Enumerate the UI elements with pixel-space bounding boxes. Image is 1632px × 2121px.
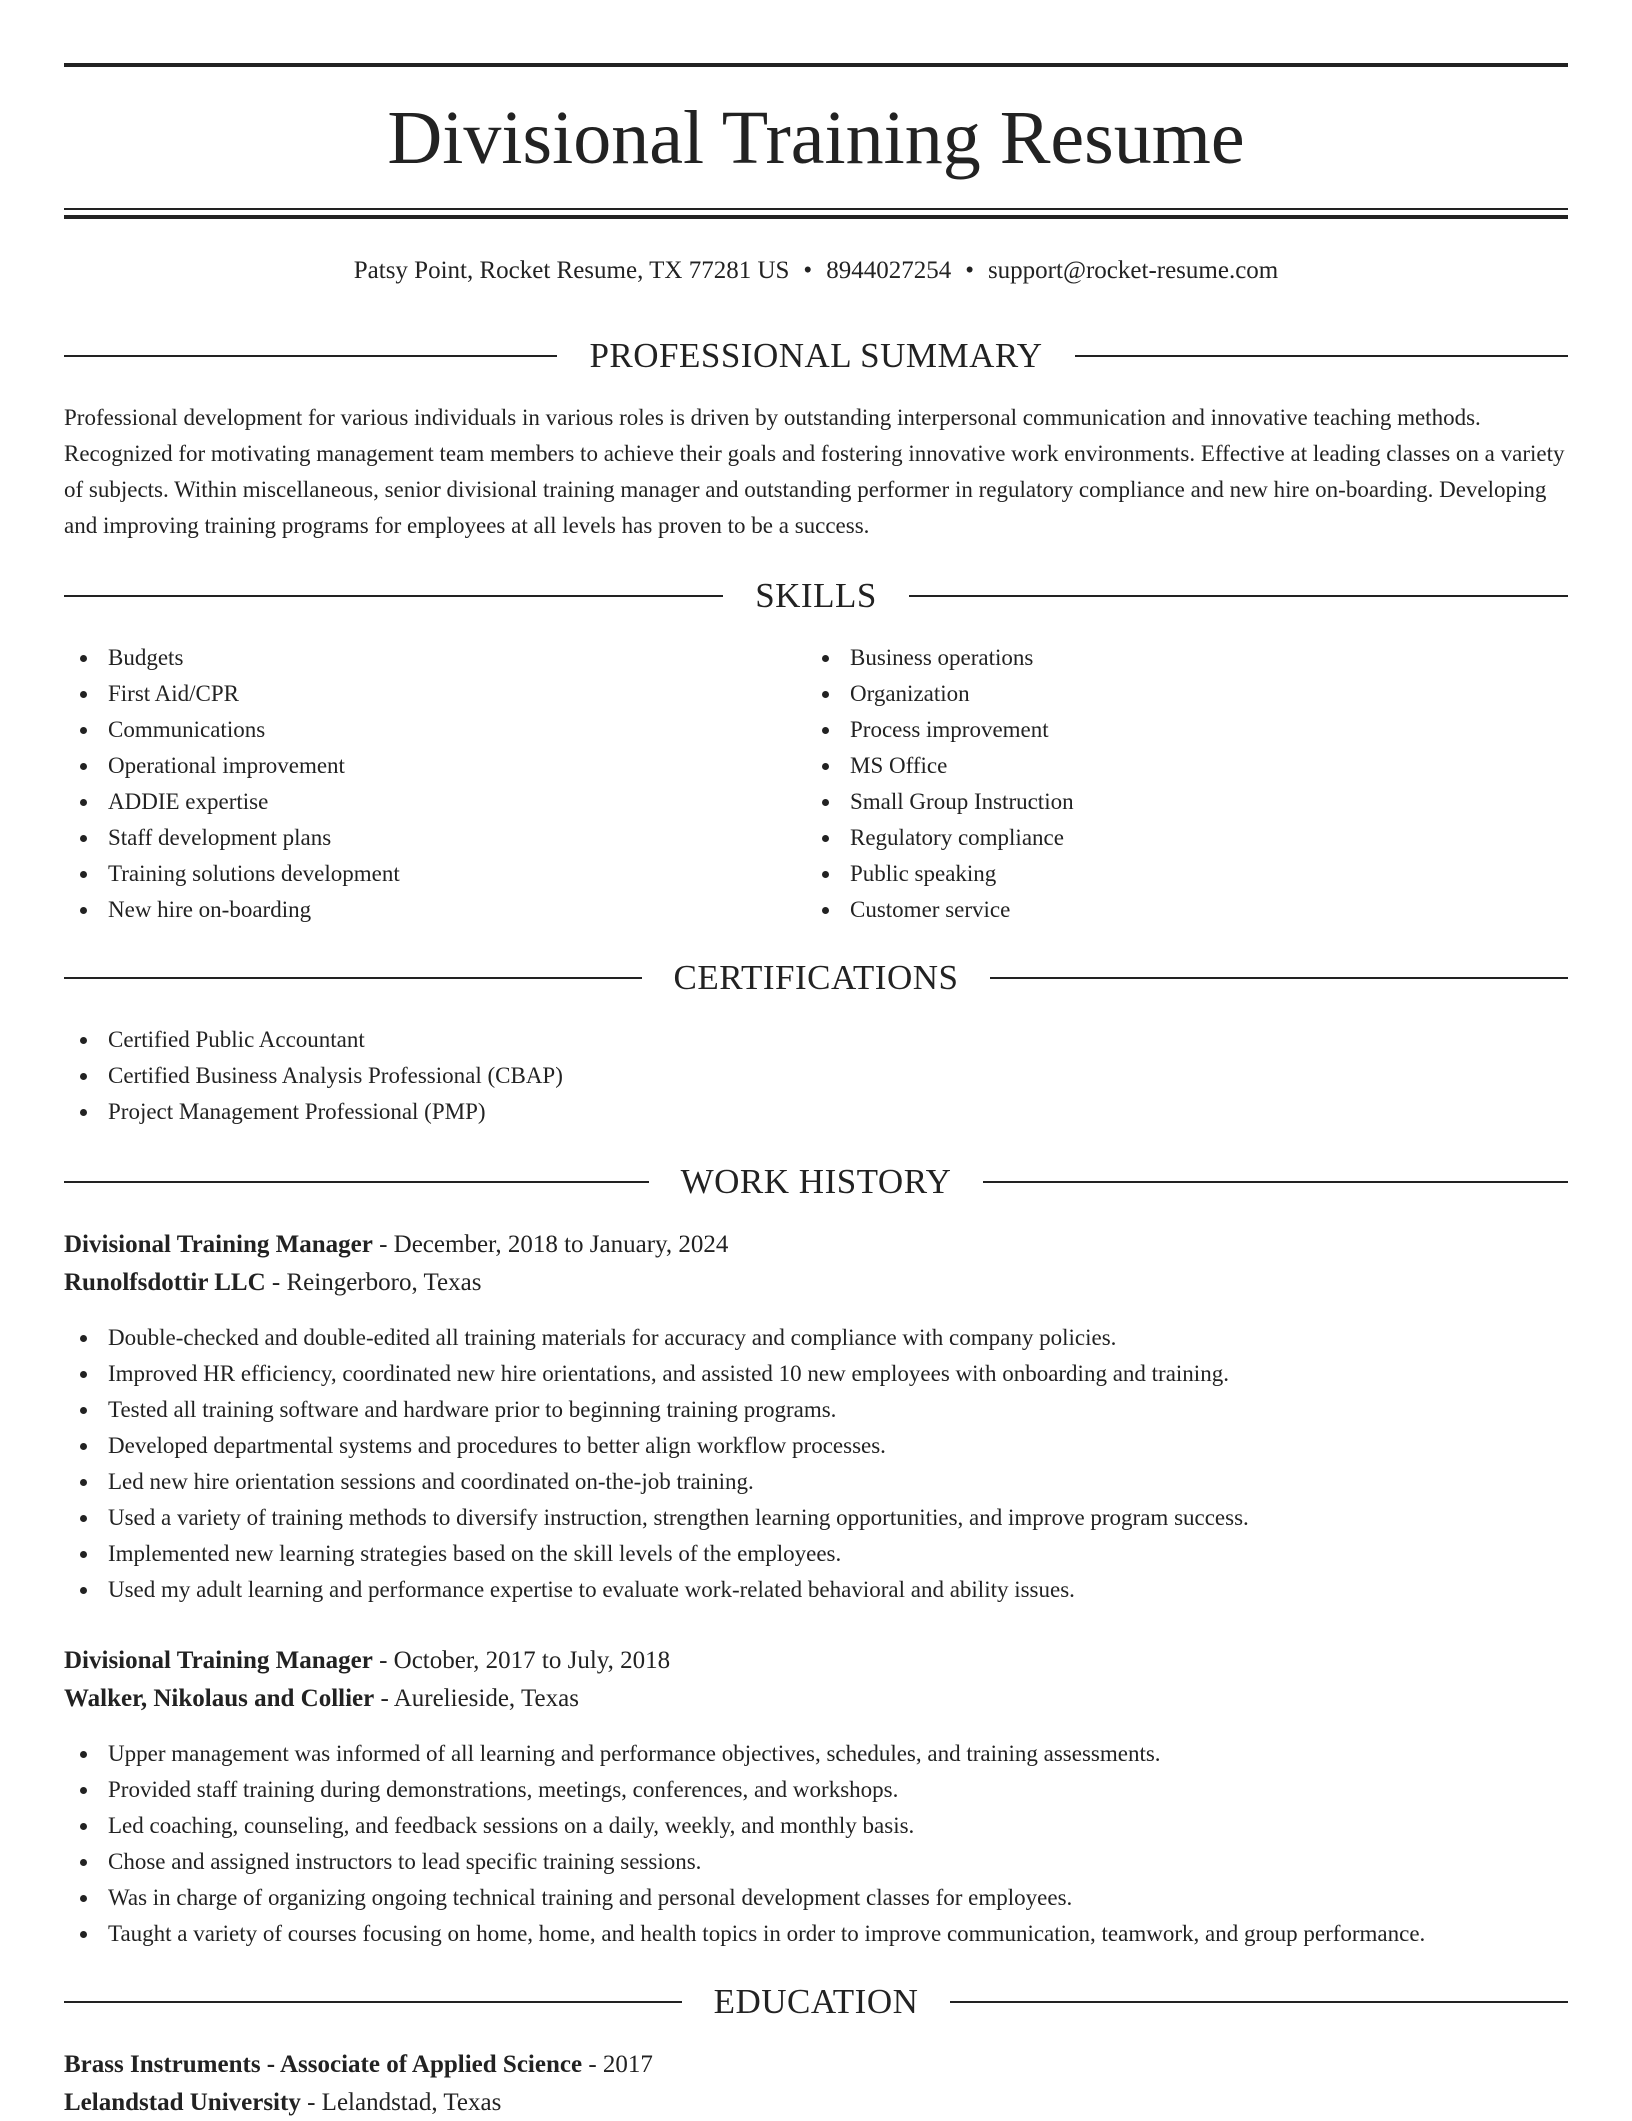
job-dates: - December, 2018 to January, 2024 bbox=[372, 1231, 729, 1258]
job-bullet: Used my adult learning and performance expertise to evaluate work-related behavioral and ability issues. bbox=[64, 1572, 1249, 1608]
skill-item: Staff development plans bbox=[64, 820, 804, 856]
contact-line bbox=[64, 254, 1568, 288]
education-location: - Lelandstad, Texas bbox=[300, 2089, 502, 2116]
title-rule-thick bbox=[64, 215, 1568, 219]
job-bullet: Upper management was informed of all learning and performance objectives, schedules, and training assessments. bbox=[64, 1736, 1425, 1772]
section-title: CERTIFICATIONS bbox=[673, 958, 959, 997]
skill-item: Communications bbox=[64, 712, 804, 748]
job-bullet: Improved HR efficiency, coordinated new hire orientations, and assisted 10 new employees with onboarding and training. bbox=[64, 1356, 1249, 1392]
contact-address: Patsy Point, Rocket Resume, TX 77281 US bbox=[353, 257, 790, 284]
skill-item: MS Office bbox=[806, 748, 1566, 784]
job-title-line bbox=[64, 1643, 670, 1679]
contact-separator: • bbox=[803, 257, 813, 284]
section-title: WORK HISTORY bbox=[680, 1162, 952, 1201]
job-bullet: Taught a variety of courses focusing on home, home, and health topics in order to improve communication, teamwork, and group performance. bbox=[64, 1916, 1425, 1952]
job-bullet: Implemented new learning strategies based on the skill levels of the employees. bbox=[64, 1536, 1249, 1572]
job-bullets bbox=[64, 1320, 1249, 1608]
skill-item: Organization bbox=[806, 676, 1566, 712]
job-title: Divisional Training Manager bbox=[64, 1231, 373, 1258]
heading-rule bbox=[909, 595, 1568, 597]
job-bullet: Used a variety of training methods to diversify instruction, strengthen learning opportunities, and improve program success. bbox=[64, 1500, 1249, 1536]
contact-email: support@rocket-resume.com bbox=[987, 257, 1279, 284]
skill-item: Process improvement bbox=[806, 712, 1566, 748]
certifications-list bbox=[64, 1022, 563, 1130]
section-heading-certifications bbox=[64, 958, 1568, 998]
education-school-line bbox=[64, 2085, 501, 2121]
skills-list-left bbox=[64, 640, 804, 928]
job-title: Divisional Training Manager bbox=[64, 1647, 373, 1674]
title-rule-thin bbox=[64, 208, 1568, 210]
education-school: Lelandstad University bbox=[64, 2089, 301, 2116]
skill-item: Budgets bbox=[64, 640, 804, 676]
skill-item: Operational improvement bbox=[64, 748, 804, 784]
heading-rule bbox=[64, 355, 557, 357]
education-year: - 2017 bbox=[582, 2051, 653, 2078]
heading-rule bbox=[1075, 355, 1568, 357]
job-bullet: Developed departmental systems and procedures to better align workflow processes. bbox=[64, 1428, 1249, 1464]
job-bullet: Double-checked and double-edited all training materials for accuracy and compliance with company policies. bbox=[64, 1320, 1249, 1356]
contact-separator: • bbox=[965, 257, 974, 284]
skill-item: Public speaking bbox=[806, 856, 1566, 892]
section-title: EDUCATION bbox=[713, 1982, 919, 2021]
skill-item: Business operations bbox=[806, 640, 1566, 676]
certification-item: Certified Business Analysis Professional (CBAP) bbox=[64, 1058, 563, 1094]
skill-item: First Aid/CPR bbox=[64, 676, 804, 712]
job-bullets bbox=[64, 1736, 1425, 1952]
job-location: - Aurelieside, Texas bbox=[374, 1685, 579, 1712]
heading-rule bbox=[990, 977, 1568, 979]
section-heading-summary bbox=[64, 336, 1568, 376]
job-company-line bbox=[64, 1265, 481, 1301]
job-bullet: Chose and assigned instructors to lead specific training sessions. bbox=[64, 1844, 1425, 1880]
skill-item: Customer service bbox=[806, 892, 1566, 928]
job-location: - Reingerboro, Texas bbox=[265, 1269, 482, 1296]
certification-item: Project Management Professional (PMP) bbox=[64, 1094, 563, 1130]
heading-rule bbox=[950, 2001, 1568, 2003]
section-heading-skills bbox=[64, 576, 1568, 616]
heading-rule bbox=[64, 595, 723, 597]
job-bullet: Tested all training software and hardware prior to beginning training programs. bbox=[64, 1392, 1249, 1428]
contact-phone: 8944027254 bbox=[826, 257, 952, 284]
skill-item: Small Group Instruction bbox=[806, 784, 1566, 820]
section-title: PROFESSIONAL SUMMARY bbox=[589, 336, 1043, 375]
job-dates: - October, 2017 to July, 2018 bbox=[372, 1647, 671, 1674]
education-degree: Brass Instruments - Associate of Applied Science bbox=[64, 2051, 583, 2078]
skill-item: Regulatory compliance bbox=[806, 820, 1566, 856]
job-bullet: Led coaching, counseling, and feedback sessions on a daily, weekly, and monthly basis. bbox=[64, 1808, 1425, 1844]
job-bullet: Led new hire orientation sessions and coordinated on-the-job training. bbox=[64, 1464, 1249, 1500]
job-company: Runolfsdottir LLC bbox=[64, 1269, 266, 1296]
skill-item: ADDIE expertise bbox=[64, 784, 804, 820]
section-title: SKILLS bbox=[755, 576, 877, 615]
education-degree-line bbox=[64, 2047, 653, 2083]
job-company: Walker, Nikolaus and Collier bbox=[64, 1685, 375, 1712]
heading-rule bbox=[64, 977, 642, 979]
top-rule bbox=[64, 63, 1568, 67]
skill-item: Training solutions development bbox=[64, 856, 804, 892]
job-bullet: Was in charge of organizing ongoing technical training and personal development classes for employees. bbox=[64, 1880, 1425, 1916]
skill-item: New hire on-boarding bbox=[64, 892, 804, 928]
section-heading-education bbox=[64, 1982, 1568, 2022]
skills-list-right bbox=[806, 640, 1566, 928]
heading-rule bbox=[64, 1181, 649, 1183]
job-bullet: Provided staff training during demonstrations, meetings, conferences, and workshops. bbox=[64, 1772, 1425, 1808]
job-company-line bbox=[64, 1681, 579, 1717]
section-heading-work-history bbox=[64, 1162, 1568, 1202]
summary-text: Professional development for various individuals in various roles is driven by outstanding interpersonal communication and innovative teaching methods. Recognized for motivating management team members to achieve their goals and fostering innovative work environments. Effective at leading classes on a variety of subjects. Within miscellaneous, senior divisional training manager and outstanding performer in regulatory compliance and new hire on-boarding. Developing and improving training programs for employees at all levels has proven to be a success. bbox=[64, 405, 1565, 538]
heading-rule bbox=[64, 2001, 682, 2003]
resume-title: Divisional Training Resume bbox=[387, 96, 1245, 180]
heading-rule bbox=[983, 1181, 1568, 1183]
job-title-line bbox=[64, 1227, 728, 1263]
certification-item: Certified Public Accountant bbox=[64, 1022, 563, 1058]
